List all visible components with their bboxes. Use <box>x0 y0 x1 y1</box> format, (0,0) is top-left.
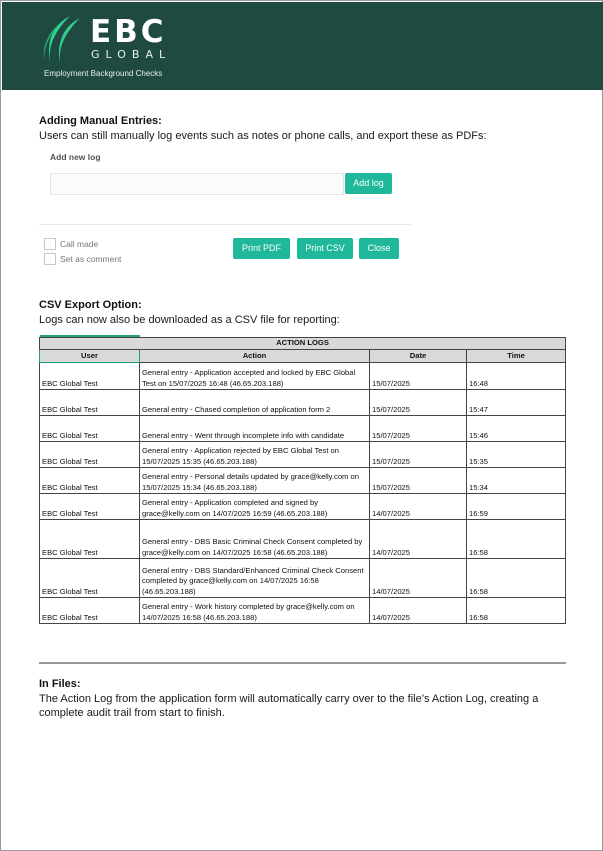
close-button[interactable]: Close <box>359 238 399 259</box>
cell-time: 15:35 <box>467 442 566 468</box>
cell-user: EBC Global Test <box>40 598 140 624</box>
cell-action: General entry - Work history completed by grace@kelly.com on 14/07/2025 16:58 (46.65.203.188) <box>140 598 370 624</box>
cell-user: EBC Global Test <box>40 390 140 416</box>
table-row <box>40 416 566 442</box>
add-log-button[interactable]: Add log <box>345 173 392 194</box>
cell-user: EBC Global Test <box>40 363 140 390</box>
cell-user: EBC Global Test <box>40 416 140 442</box>
cell-action: General entry - Application rejected by EBC Global Test on 15/07/2025 15:35 (46.65.203.188) <box>140 442 370 468</box>
header-banner <box>2 2 603 90</box>
column-header-date: Date <box>370 350 467 363</box>
set-as-comment-checkbox[interactable] <box>44 253 56 265</box>
logo-wordmark: EBC <box>90 14 167 50</box>
cell-user: EBC Global Test <box>40 468 140 494</box>
table-row <box>40 390 566 416</box>
cell-time: 15:46 <box>467 416 566 442</box>
cell-action: General entry - Personal details updated by grace@kelly.com on 15/07/2025 15:34 (46.65.203.188) <box>140 468 370 494</box>
table-row <box>40 363 566 390</box>
cell-action: General entry - DBS Standard/Enhanced Criminal Check Consent completed by grace@kelly.com on 14/07/2025 16:58 (46.65.203.188) <box>140 559 370 598</box>
set-as-comment-label: Set as comment <box>60 254 122 264</box>
cell-date: 15/07/2025 <box>370 390 467 416</box>
cell-time: 16:48 <box>467 363 566 390</box>
cell-time: 15:34 <box>467 468 566 494</box>
action-logs-table <box>39 337 566 624</box>
cell-user: EBC Global Test <box>40 494 140 520</box>
cell-date: 14/07/2025 <box>370 494 467 520</box>
table-title: ACTION LOGS <box>40 338 566 350</box>
cell-user: EBC Global Test <box>40 442 140 468</box>
cell-action: General entry - Application completed and signed by grace@kelly.com on 14/07/2025 16:59 (46.65.203.188) <box>140 494 370 520</box>
print-csv-button[interactable]: Print CSV <box>297 238 353 259</box>
cell-date: 14/07/2025 <box>370 520 467 559</box>
new-log-input[interactable] <box>50 173 344 195</box>
csv-export-heading: CSV Export Option: <box>39 299 142 311</box>
table-row <box>40 442 566 468</box>
section-divider <box>39 662 566 664</box>
cell-date: 14/07/2025 <box>370 598 467 624</box>
manual-entries-text: Users can still manually log events such as notes or phone calls, and export these as PDFs: <box>39 130 487 142</box>
column-header-user: User <box>40 350 140 363</box>
logo-subtitle: GLOBAL <box>91 48 172 61</box>
cell-user: EBC Global Test <box>40 520 140 559</box>
table-row <box>40 494 566 520</box>
cell-date: 15/07/2025 <box>370 416 467 442</box>
cell-action: General entry - DBS Basic Criminal Check Consent completed by grace@kelly.com on 14/07/2025 16:58 (46.65.203.188) <box>140 520 370 559</box>
column-header-time: Time <box>467 350 566 363</box>
cell-time: 16:59 <box>467 494 566 520</box>
in-files-heading: In Files: <box>39 678 81 690</box>
cell-date: 15/07/2025 <box>370 363 467 390</box>
table-row <box>40 520 566 559</box>
in-files-text: The Action Log from the application form will automatically carry over to the file’s Action Log, creating a complete audit trail from start to finish. <box>39 693 539 719</box>
cell-date: 15/07/2025 <box>370 468 467 494</box>
cell-date: 14/07/2025 <box>370 559 467 598</box>
cell-time: 16:58 <box>467 559 566 598</box>
print-pdf-button[interactable]: Print PDF <box>233 238 290 259</box>
panel-divider <box>39 224 411 225</box>
table-row <box>40 559 566 598</box>
manual-entries-heading: Adding Manual Entries: <box>39 115 162 127</box>
add-new-log-label: Add new log <box>50 152 101 162</box>
cell-time: 16:58 <box>467 520 566 559</box>
cell-user: EBC Global Test <box>40 559 140 598</box>
logo-tagline: Employment Background Checks <box>44 69 163 78</box>
cell-action: General entry - Chased completion of application form 2 <box>140 390 370 416</box>
csv-export-text: Logs can now also be downloaded as a CSV file for reporting: <box>39 314 340 326</box>
cell-time: 15:47 <box>467 390 566 416</box>
table-row <box>40 598 566 624</box>
column-header-action: Action <box>140 350 370 363</box>
cell-time: 16:58 <box>467 598 566 624</box>
ebc-swoosh-logo-icon <box>40 14 84 66</box>
call-made-label: Call made <box>60 239 99 249</box>
table-row <box>40 468 566 494</box>
cell-action: General entry - Went through incomplete info with candidate <box>140 416 370 442</box>
call-made-checkbox[interactable] <box>44 238 56 250</box>
cell-date: 15/07/2025 <box>370 442 467 468</box>
cell-action: General entry - Application accepted and locked by EBC Global Test on 15/07/2025 16:48 (46.65.203.188) <box>140 363 370 390</box>
